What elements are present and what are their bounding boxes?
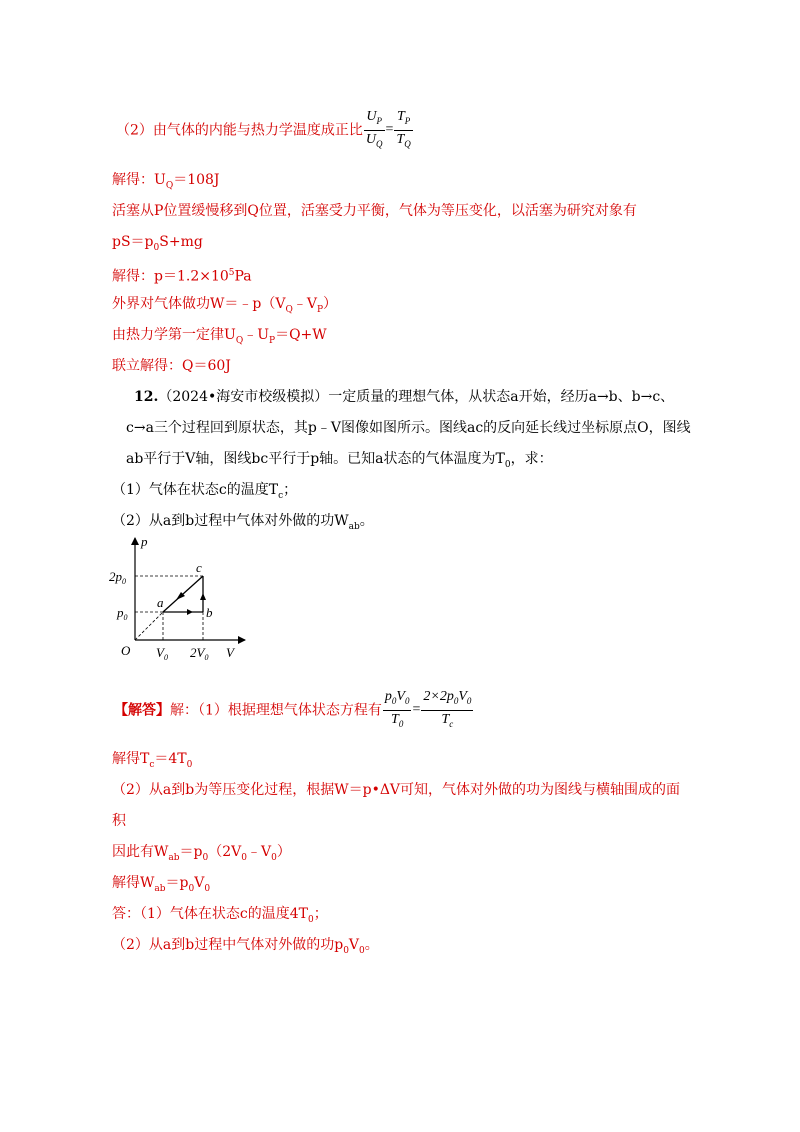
ratio-t-fraction: $\frac{T_P}{T_Q}$	[396, 109, 411, 149]
state-eq-right-fraction: $\frac{2\times 2p_0V_0}{T_c}$	[423, 689, 472, 729]
question-2: （2）从a到b过程中气体对外做的功$W_{ab}$。	[112, 513, 374, 532]
final-answer-1: 答：（1）气体在状态c的温度$4T_0$；	[112, 906, 328, 925]
extension-to-origin	[135, 612, 163, 640]
label-p-axis: p	[141, 534, 148, 549]
part2-header	[116, 108, 414, 153]
arrow-bc	[200, 593, 206, 600]
solution-line-q: 联立解得：Q＝60J	[112, 358, 231, 374]
label-2v0: $2V_0$	[190, 645, 209, 662]
ratio-u-fraction: $\frac{U_P}{U_Q}$	[365, 109, 383, 149]
label-p0: $p_0$	[117, 605, 128, 622]
answer-wab-expression: 因此有$W_{ab}=p_0(2V_0﹣V_0)$	[112, 844, 291, 863]
answer-part2-line2: 积	[112, 813, 126, 829]
problem-number: 12.	[134, 389, 159, 405]
answer-intro: 【解答】解：（1）根据理想气体状态方程有 $\frac{p_0V_0}{T_0}$ = $\frac{2\times 2p_0V_0}{T_c}$	[114, 688, 474, 733]
label-origin: O	[121, 643, 131, 658]
label-point-a: a	[157, 595, 164, 610]
answer-part2-line1: （2）从a到b为等压变化过程，根据W＝p•ΔV可知，气体对外做的功为图线与横轴围成的面	[112, 782, 681, 798]
solution-line-pressure: 解得：$p=1.2\times 10^5Pa$	[112, 268, 252, 285]
label-2p0: $2p_0$	[109, 569, 126, 586]
label-point-b: b	[206, 605, 213, 620]
answer-tc: 解得$T_c=4T_0$	[112, 751, 193, 770]
problem-12-line3: ab平行于V轴，图线bc平行于p轴。已知a状态的气体温度为$T_0$，求：	[126, 451, 553, 470]
equals-sign: =	[385, 122, 394, 138]
part2-header-text: （2）由气体的内能与热力学温度成正比	[116, 122, 363, 139]
answer-wab-result: 解得$W_{ab}=p_0V_0$	[112, 875, 211, 894]
question-1: （1）气体在状态c的温度$T_c$；	[112, 482, 298, 501]
final-answer-2: （2）从a到b过程中气体对外做的功$p_0V_0$。	[112, 937, 379, 956]
state-eq-equals: =	[412, 702, 421, 718]
solution-line-uq: 解得：$U_Q=108J$	[112, 172, 220, 191]
label-v-axis: V	[226, 645, 234, 660]
answer-tag: 【解答】	[114, 702, 170, 719]
problem-12-line2: c→a三个过程回到原状态，其p﹣V图像如图所示。图线ac的反向延长线过坐标原点O，图线	[126, 420, 691, 436]
pv-diagram	[105, 530, 255, 670]
solution-line-work: 外界对气体做功$W=﹣p(V_Q﹣V_P)$	[112, 296, 338, 315]
problem-12-line1: 12.（2024•海安市校级模拟）一定质量的理想气体，从状态a开始，经历a→b、b→c、	[134, 389, 675, 405]
solution-line-first-law: 由热力学第一定律$U_Q﹣U_P=Q+W$	[112, 327, 327, 346]
solution-line-force-balance: $pS=p_0S+mg$	[112, 234, 203, 253]
label-v0: $V_0$	[156, 645, 168, 662]
arrow-ab	[187, 609, 193, 615]
state-eq-left-fraction: $\frac{p_0V_0}{T_0}$	[384, 689, 410, 729]
label-point-c: c	[196, 560, 202, 575]
solution-line-piston: 活塞从P位置缓慢移到Q位置，活塞受力平衡，气体为等压变化，以活塞为研究对象有	[112, 203, 637, 219]
